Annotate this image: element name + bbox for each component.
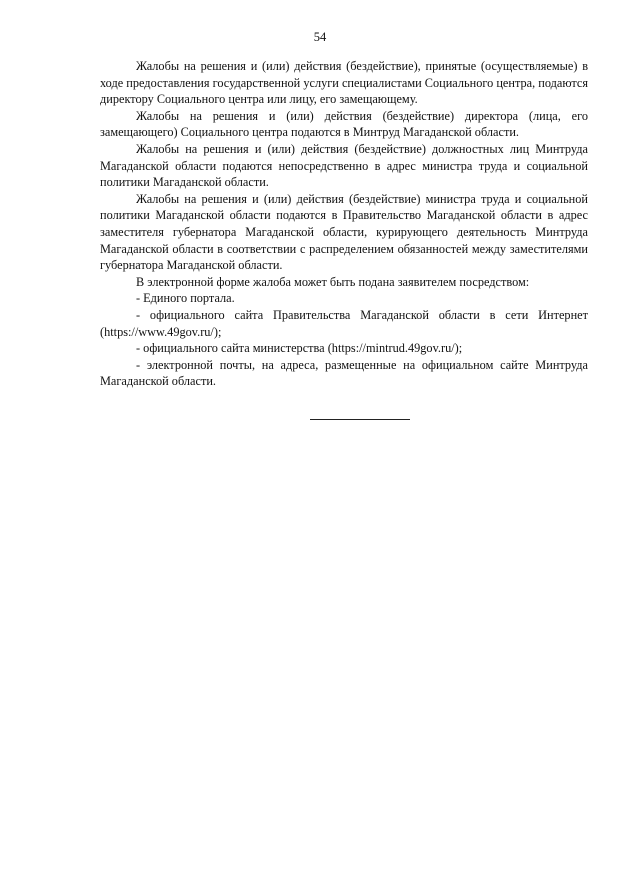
page-number: 54	[313, 30, 327, 44]
paragraph-electronic-form-intro: В электронной форме жалоба может быть подана заявителем посредством:	[136, 274, 530, 289]
end-of-text-divider	[310, 419, 410, 420]
paragraph-complaints-to-ministry: Жалобы на решения и (или) действия (бездействие) директора (лица, его замещающего) Социального центра подаются в Минтруд Магаданской области.	[100, 108, 588, 140]
list-item-ministry-website: - официального сайта министерства (https://mintrud.49gov.ru/);	[136, 341, 463, 356]
paragraph-complaints-to-minister: Жалобы на решения и (или) действия (бездействие) должностных лиц Минтруда Магаданской области подаются непосредственно в адрес министра труда и социальной политики Магаданской области.	[100, 141, 588, 190]
list-item-email: - электронной почты, на адреса, размещенные на официальном сайте Минтруда Магаданской области.	[100, 357, 588, 389]
paragraph-complaints-to-government: Жалобы на решения и (или) действия (бездействие) министра труда и социальной политики Магаданской области подаются в Правительство Магаданской области в адрес заместителя губернатора Магаданской области, курирующего деятельность Минтруда Магаданской области в соответствии с распределением обязанностей между заместителями губернатора Магаданской области.	[100, 191, 588, 273]
document-body	[100, 58, 588, 390]
list-item-unified-portal: - Единого портала.	[136, 291, 235, 306]
list-item-government-website: - официального сайта Правительства Магаданской области в сети Интернет (https://www.49gov.ru/);	[100, 307, 588, 339]
paragraph-complaints-to-center-director: Жалобы на решения и (или) действия (бездействие), принятые (осуществляемые) в ходе предоставления государственной услуги специалистами Социального центра, подаются директору Социального центра или лицу, его замещающему.	[100, 59, 588, 107]
